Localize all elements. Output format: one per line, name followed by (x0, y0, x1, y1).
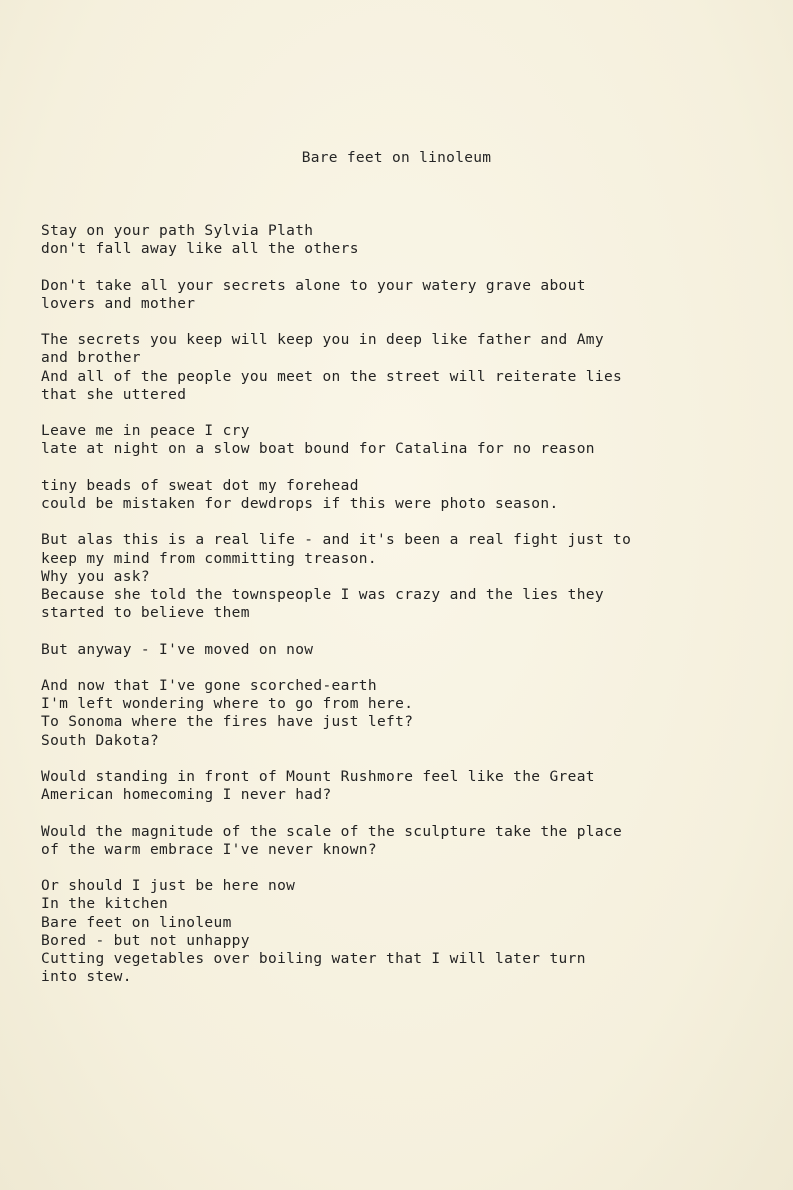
poem-line: Why you ask? (41, 568, 150, 585)
poem-line: But anyway - I've moved on now (41, 641, 314, 658)
poem-line: I'm left wondering where to go from here. (41, 696, 414, 713)
poem-line: But alas this is a real life - and it's been a real fight just to (41, 532, 632, 549)
stanza (41, 422, 781, 458)
poem-line: And now that I've gone scorched-earth (41, 677, 377, 694)
poem-line: Leave me in peace I cry (41, 423, 250, 440)
stanza (41, 477, 781, 513)
poem-line: that she uttered (41, 386, 187, 403)
poem-line: Would the magnitude of the scale of the sculpture take the place (41, 823, 623, 840)
poem-line: keep my mind from committing treason. (41, 550, 377, 567)
poem-line: And all of the people you meet on the street will reiterate lies (41, 368, 623, 385)
poem-line: started to believe them (41, 605, 250, 622)
poem-line: To Sonoma where the fires have just left? (41, 714, 414, 731)
poem-line: Don't take all your secrets alone to your watery grave about (41, 277, 586, 294)
stanza (41, 277, 781, 313)
poem-line: Because she told the townspeople I was crazy and the lies they (41, 586, 604, 603)
poem-line: American homecoming I never had? (41, 787, 332, 804)
poem-line: could be mistaken for dewdrops if this were photo season. (41, 495, 559, 512)
poem-body (41, 222, 781, 1005)
stanza (41, 823, 781, 859)
poem-line: Stay on your path Sylvia Plath (41, 223, 314, 239)
poem-line: Or should I just be here now (41, 878, 296, 895)
poem-line: The secrets you keep will keep you in deep like father and Amy (41, 332, 604, 349)
poem-title: Bare feet on linoleum (301, 150, 492, 166)
poem-line: into stew. (41, 969, 132, 986)
poem-line: Would standing in front of Mount Rushmore feel like the Great (41, 768, 595, 785)
poem-line: late at night on a slow boat bound for Catalina for no reason (41, 441, 595, 458)
poem-line: lovers and mother (41, 295, 196, 312)
stanza (41, 641, 781, 659)
poem-line: Bare feet on linoleum (41, 914, 232, 931)
poem-line: Bored - but not unhappy (41, 932, 250, 949)
poem-line: of the warm embrace I've never known? (41, 841, 377, 858)
poem-line: South Dakota? (41, 732, 160, 749)
poem-line: tiny beads of sweat dot my forehead (41, 477, 359, 494)
poem-line: and brother (41, 350, 141, 367)
poem-line: In the kitchen (41, 896, 169, 913)
stanza (41, 531, 781, 622)
poem-line: Cutting vegetables over boiling water that I will later turn (41, 950, 586, 967)
stanza (41, 677, 781, 750)
stanza (41, 877, 781, 986)
poem-line: don't fall away like all the others (41, 241, 359, 258)
stanza (41, 222, 781, 258)
stanza (41, 331, 781, 404)
stanza (41, 768, 781, 804)
